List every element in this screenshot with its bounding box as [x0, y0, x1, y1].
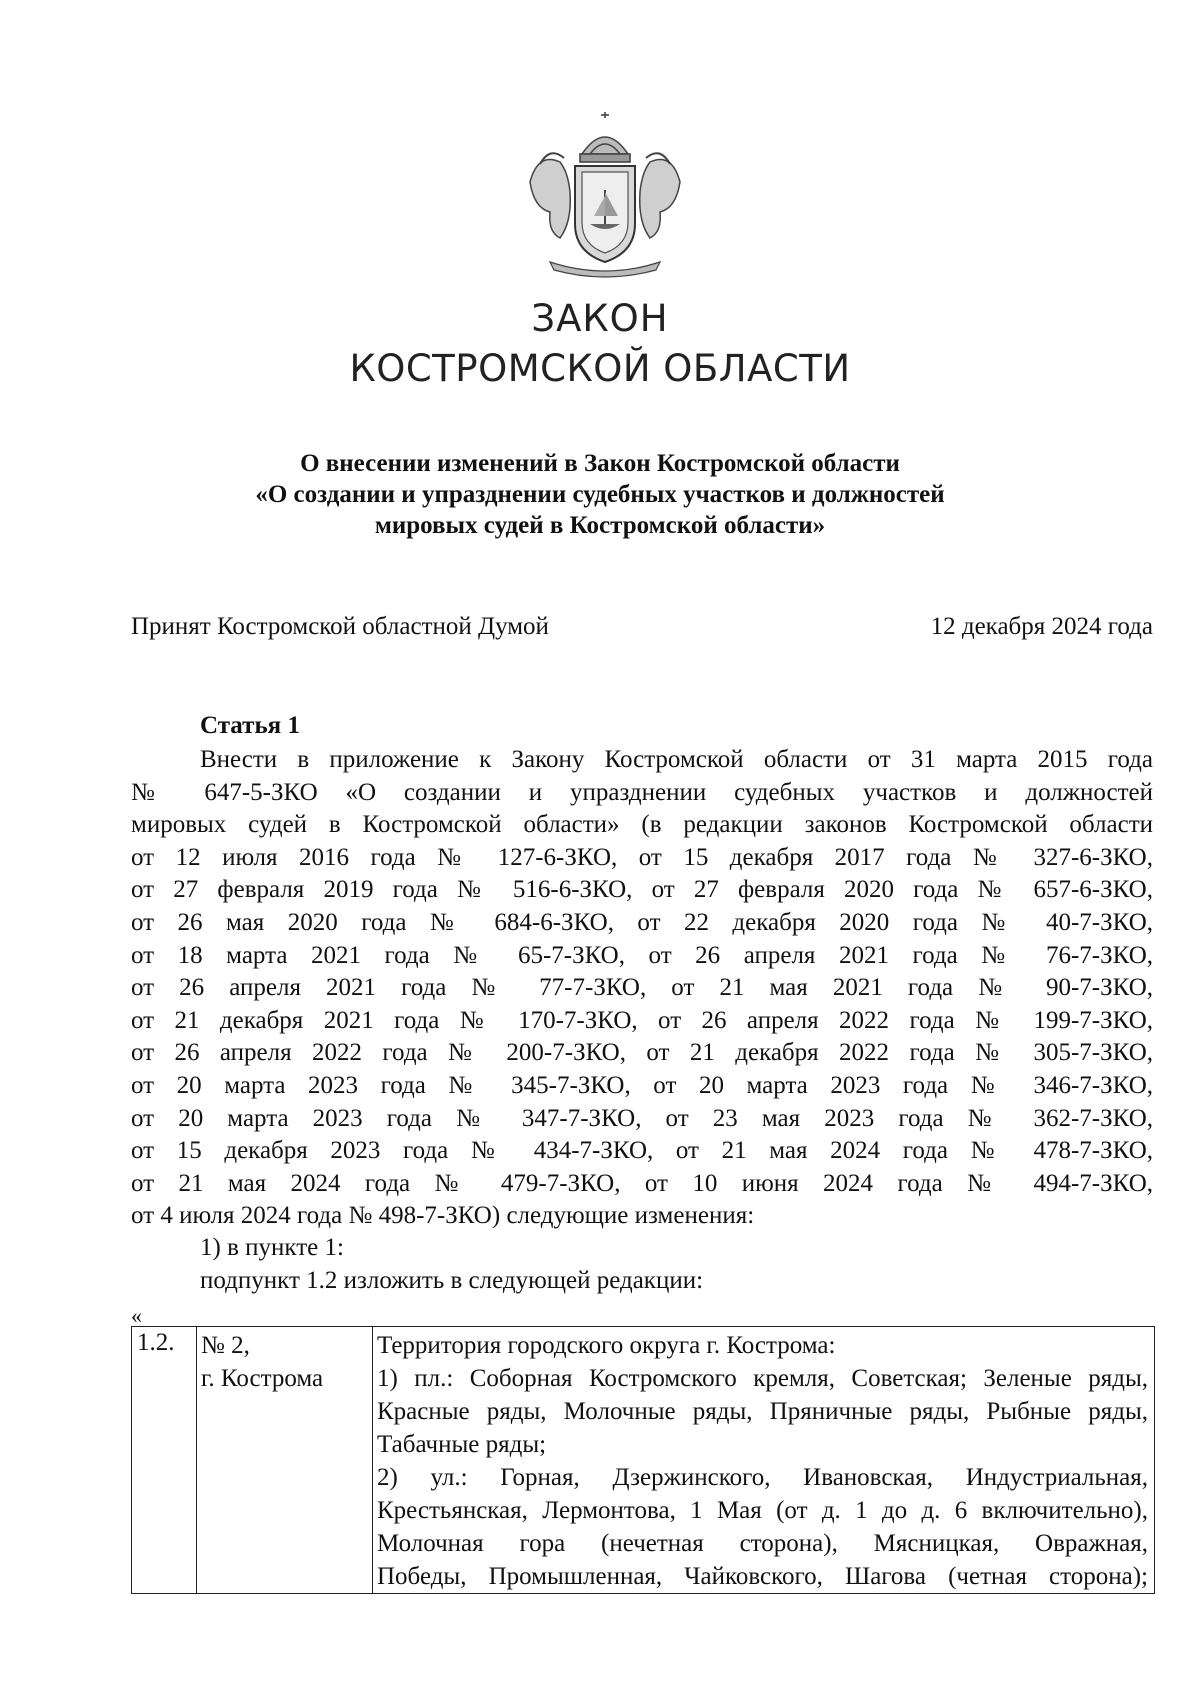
table-row — [132, 1327, 1155, 1594]
body-line: от 26 апреля 2021 года № 77-7-ЗКО, от 21 мая 2021 года № 90-7-ЗКО, — [131, 974, 1153, 1002]
territory-line: Территория городского округа г. Кострома: — [377, 1332, 836, 1359]
heading-line: «О создании и упразднении судебных участков и должностей — [255, 481, 945, 508]
region-title: КОСТРОМСКОЙ ОБЛАСТИ — [349, 347, 851, 390]
heading-line: О внесении изменений в Закон Костромской области — [300, 450, 900, 477]
article-body — [131, 744, 1153, 1233]
body-line: от 26 апреля 2022 года № 200-7-ЗКО, от 21 декабря 2022 года № 305-7-ЗКО, — [131, 1039, 1153, 1067]
coat-of-arms-icon — [520, 112, 690, 280]
body-line: от 20 марта 2023 года № 347-7-ЗКО, от 23 мая 2023 года № 362-7-ЗКО, — [131, 1104, 1153, 1132]
territory-line: 1) пл.: Соборная Костромского кремля, Советская; Зеленые ряды, — [377, 1365, 1148, 1392]
law-title: ЗАКОН — [531, 297, 669, 340]
territory-cell — [373, 1327, 1155, 1594]
court-districts-table — [131, 1326, 1155, 1594]
opening-quote: « — [131, 1303, 142, 1328]
district-cell — [197, 1327, 373, 1594]
territory-line: Молочная гора (нечетная сторона), Мясницкая, Овражная, — [377, 1530, 1148, 1557]
body-line: от 26 мая 2020 года № 684-6-ЗКО, от 22 декабря 2020 года № 40-7-ЗКО, — [131, 908, 1153, 936]
body-line: от 12 июля 2016 года № 127-6-ЗКО, от 15 декабря 2017 года № 327-6-ЗКО, — [131, 843, 1153, 871]
territory-line: 2) ул.: Горная, Дзержинского, Ивановская, Индустриальная, — [377, 1464, 1148, 1491]
body-line: от 18 марта 2021 года № 65-7-ЗКО, от 26 апреля 2021 года № 76-7-ЗКО, — [131, 941, 1153, 969]
body-line: от 27 февраля 2019 года № 516-6-ЗКО, от 27 февраля 2020 года № 657-6-ЗКО, — [131, 876, 1153, 904]
body-line: от 4 июля 2024 года № 498-7-ЗКО) следующие изменения: — [131, 1202, 755, 1230]
district-number: № 2, — [201, 1332, 250, 1359]
territory-line: Крестьянская, Лермонтова, 1 Мая (от д. 1 до д. 6 включительно), — [377, 1497, 1148, 1524]
list-item: 1) в пункте 1: — [200, 1234, 344, 1261]
row-number: 1.2. — [132, 1327, 197, 1594]
body-line: Внести в приложение к Закону Костромской области от 31 марта 2015 года — [200, 746, 1153, 773]
heading-line: мировых судей в Костромской области» — [374, 512, 826, 539]
body-line: от 15 декабря 2023 года № 434-7-ЗКО, от 21 мая 2024 года № 478-7-ЗКО, — [131, 1137, 1153, 1165]
adopted-by: Принят Костромской областной Думой — [131, 613, 549, 640]
law-heading — [140, 448, 1060, 541]
body-line: от 21 декабря 2021 года № 170-7-ЗКО, от 26 апреля 2022 года № 199-7-ЗКО, — [131, 1006, 1153, 1034]
body-line: от 20 марта 2023 года № 345-7-ЗКО, от 20 марта 2023 года № 346-7-ЗКО, — [131, 1071, 1153, 1099]
body-line: № 647-5-ЗКО «О создании и упразднении судебных участков и должностей — [131, 778, 1153, 806]
territory-line: Красные ряды, Молочные ряды, Пряничные ряды, Рыбные ряды, — [377, 1398, 1148, 1425]
district-city: г. Кострома — [201, 1365, 324, 1392]
body-line: мировых судей в Костромской области» (в редакции законов Костромской области — [131, 811, 1153, 839]
adoption-date: 12 декабря 2024 года — [930, 613, 1153, 640]
article-title: Статья 1 — [200, 712, 300, 739]
subitem-text: подпункт 1.2 изложить в следующей редакции: — [200, 1267, 704, 1294]
body-line: от 21 мая 2024 года № 479-7-ЗКО, от 10 июня 2024 года № 494-7-ЗКО, — [131, 1169, 1153, 1197]
territory-line: Победы, Промышленная, Чайковского, Шагова (четная сторона); — [377, 1563, 1148, 1590]
territory-line: Табачные ряды; — [377, 1431, 547, 1458]
